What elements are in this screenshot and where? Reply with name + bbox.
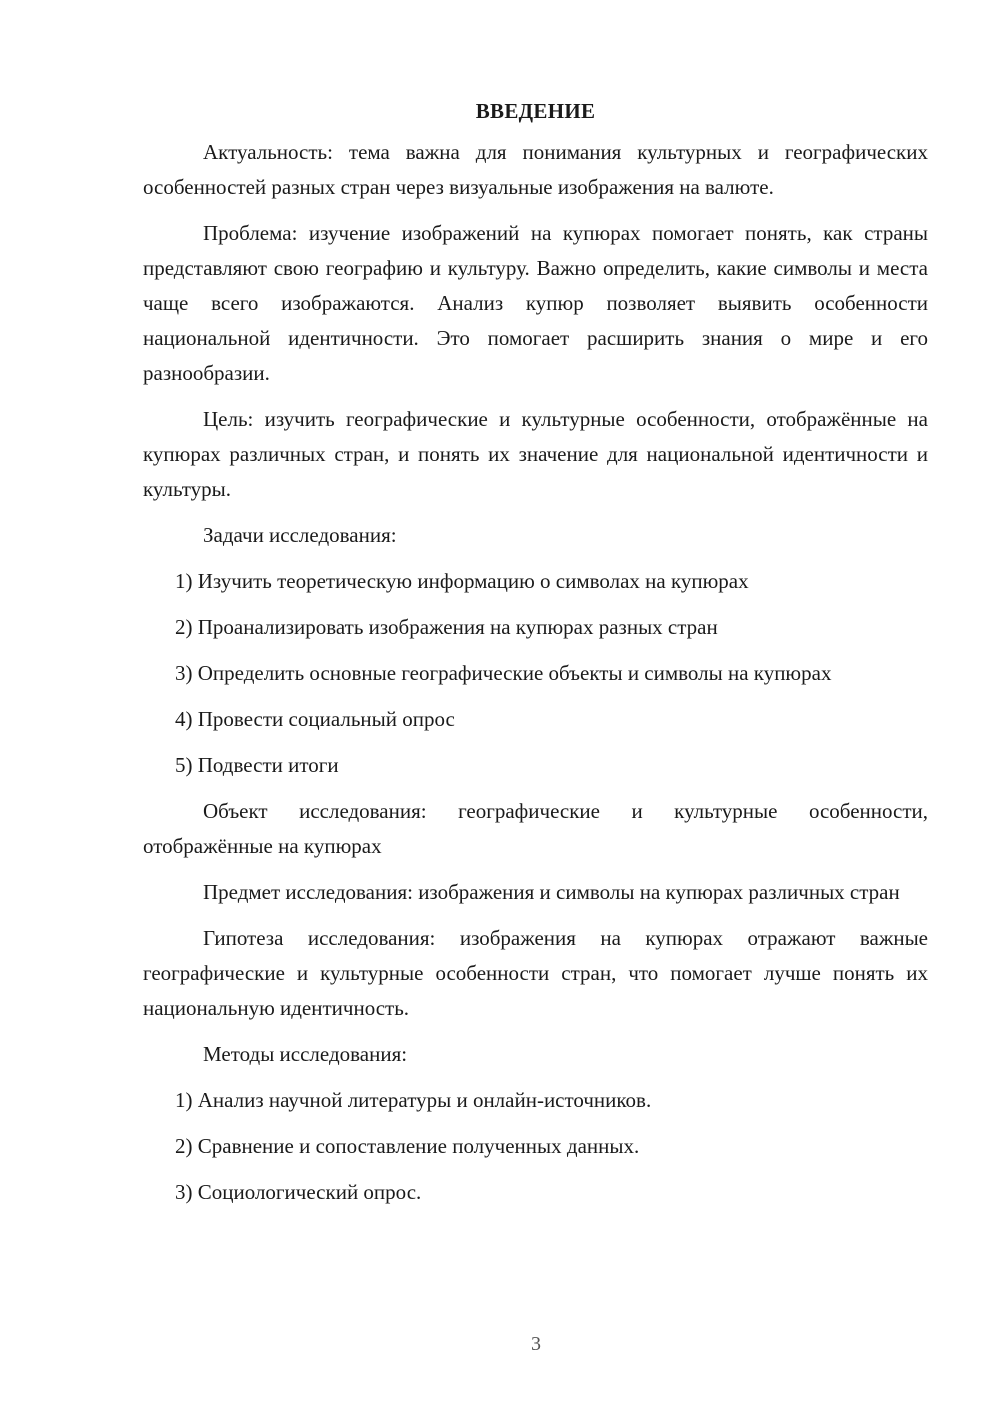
page-number: 3	[531, 1333, 541, 1355]
method-item: 2) Сравнение и сопоставление полученных данных.	[175, 1134, 640, 1158]
task-item: 1) Изучить теоретическую информацию о символах на купюрах	[175, 569, 749, 593]
hypothesis-paragraph: Гипотеза исследования: изображения на купюрах отражают важные географические и культурные особенности стран, что помогает лучше понять их национальную идентичность.	[143, 926, 928, 1020]
method-item: 1) Анализ научной литературы и онлайн-источников.	[175, 1088, 652, 1112]
tasks-heading: Задачи исследования:	[203, 523, 397, 547]
object-paragraph: Объект исследования: географические и культурные особенности, отображённые на купюрах	[143, 799, 928, 858]
section-title: ВВЕДЕНИЕ	[475, 99, 596, 123]
task-item: 5) Подвести итоги	[175, 753, 339, 777]
goal-paragraph: Цель: изучить географические и культурные особенности, отображённые на купюрах различных стран, и понять их значение для национальной идентичности и культуры.	[143, 407, 928, 501]
problem-paragraph: Проблема: изучение изображений на купюрах помогает понять, как страны представляют свою географию и культуру. Важно определить, какие символы и места чаще всего изображаются. Анализ купюр позволяет выявить особенности национальной идентичности. Это помогает расширить знания о мире и его разнообразии.	[143, 221, 928, 385]
document-page	[143, 96, 928, 1221]
task-item: 3) Определить основные географические объекты и символы на купюрах	[175, 661, 832, 685]
task-item: 4) Провести социальный опрос	[175, 707, 455, 731]
relevance-paragraph: Актуальность: тема важна для понимания культурных и географических особенностей разных стран через визуальные изображения на валюте.	[143, 140, 928, 199]
subject-paragraph: Предмет исследования: изображения и символы на купюрах различных стран	[203, 880, 900, 904]
task-item: 2) Проанализировать изображения на купюрах разных стран	[175, 615, 718, 639]
method-item: 3) Социологический опрос.	[175, 1180, 422, 1204]
methods-heading: Методы исследования:	[203, 1042, 408, 1066]
